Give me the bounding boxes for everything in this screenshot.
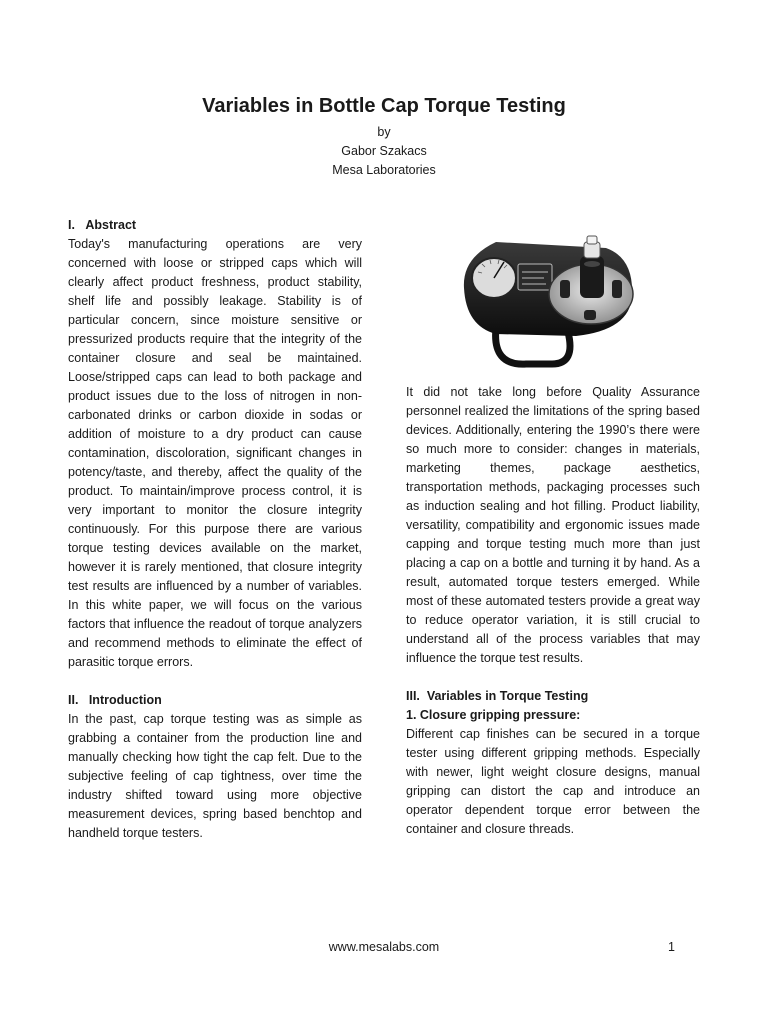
right-column	[406, 383, 700, 839]
author-name: Gabor Szakacs	[341, 144, 427, 158]
abstract-paragraph: Today's manufacturing operations are very concerned with loose or stripped caps which will clearly affect product freshness, product stability, shelf life and possibly leakage. Stability is of particular concern, since moisture sensitive or pressurized products require that the integrity of the container closure and seal be maintained. Loose/stripped caps can lead to both package and product issues due to the loss of nitrogen in non-carbonated drinks or carbon dioxide in sodas or addition of moisture to a dry product can cause contamination, discoloration, significant changes in potency/taste, and thereby, affect the quality of the product. To maintain/improve process control, it is very important to monitor the closure integrity continuously. For this purpose there are various torque testing devices available on the market, however it is rarely mentioned, that closure integrity test results are influenced by a number of variables. In this white paper, we will focus on the various factors that influence the readout of torque analyzers and recommend methods to eliminate the effect of parasitic torque errors.	[68, 237, 362, 669]
torque-tester-photo	[456, 218, 636, 368]
abstract-heading: I. Abstract	[68, 218, 137, 232]
gripping-pressure-subheading: 1. Closure gripping pressure:	[406, 708, 581, 722]
footer-website: www.mesalabs.com	[328, 940, 440, 954]
introduction-paragraph: In the past, cap torque testing was as simple as grabbing a container from the production line and manually checking how tight the cap felt. Due to the subjective feeling of cap tightness, over time the industry shifted toward using more objective measurement devices, spring based benchtop and handheld torque testers.	[68, 712, 362, 840]
left-column	[68, 216, 362, 843]
organization-name: Mesa Laboratories	[332, 163, 436, 177]
continuation-paragraph: It did not take long before Quality Assurance personnel realized the limitations of the spring based devices. Additionally, entering the 1990’s there were so much more to consider: changes in materials, marketing themes, package aesthetics, transportation methods, packaging processes such as induction sealing and hot filling. Product liability, versatility, compatibility and ergonomic issues made capping and torque testing much more than just placing a cap on a bottle and turning it by hand. As a result, automated torque testers emerged. While most of these automated testers provide a great way to reduce operator variation, it is still crucial to understand all of the process variables that may influence the torque test results.	[406, 385, 700, 665]
byline	[0, 123, 768, 180]
document-title: Variables in Bottle Cap Torque Testing	[202, 95, 566, 117]
page-number: 1	[668, 940, 675, 954]
variables-heading: III. Variables in Torque Testing	[406, 689, 589, 703]
torque-tester-illustration	[456, 218, 636, 368]
by-label: by	[377, 125, 391, 139]
introduction-heading: II. Introduction	[68, 693, 162, 707]
gripping-pressure-paragraph: Different cap finishes can be secured in a torque tester using different gripping methods. Especially with newer, light weight closure designs, manual gripping can distort the cap and introduce an operator dependent torque error between the container and closure threads.	[406, 727, 700, 836]
